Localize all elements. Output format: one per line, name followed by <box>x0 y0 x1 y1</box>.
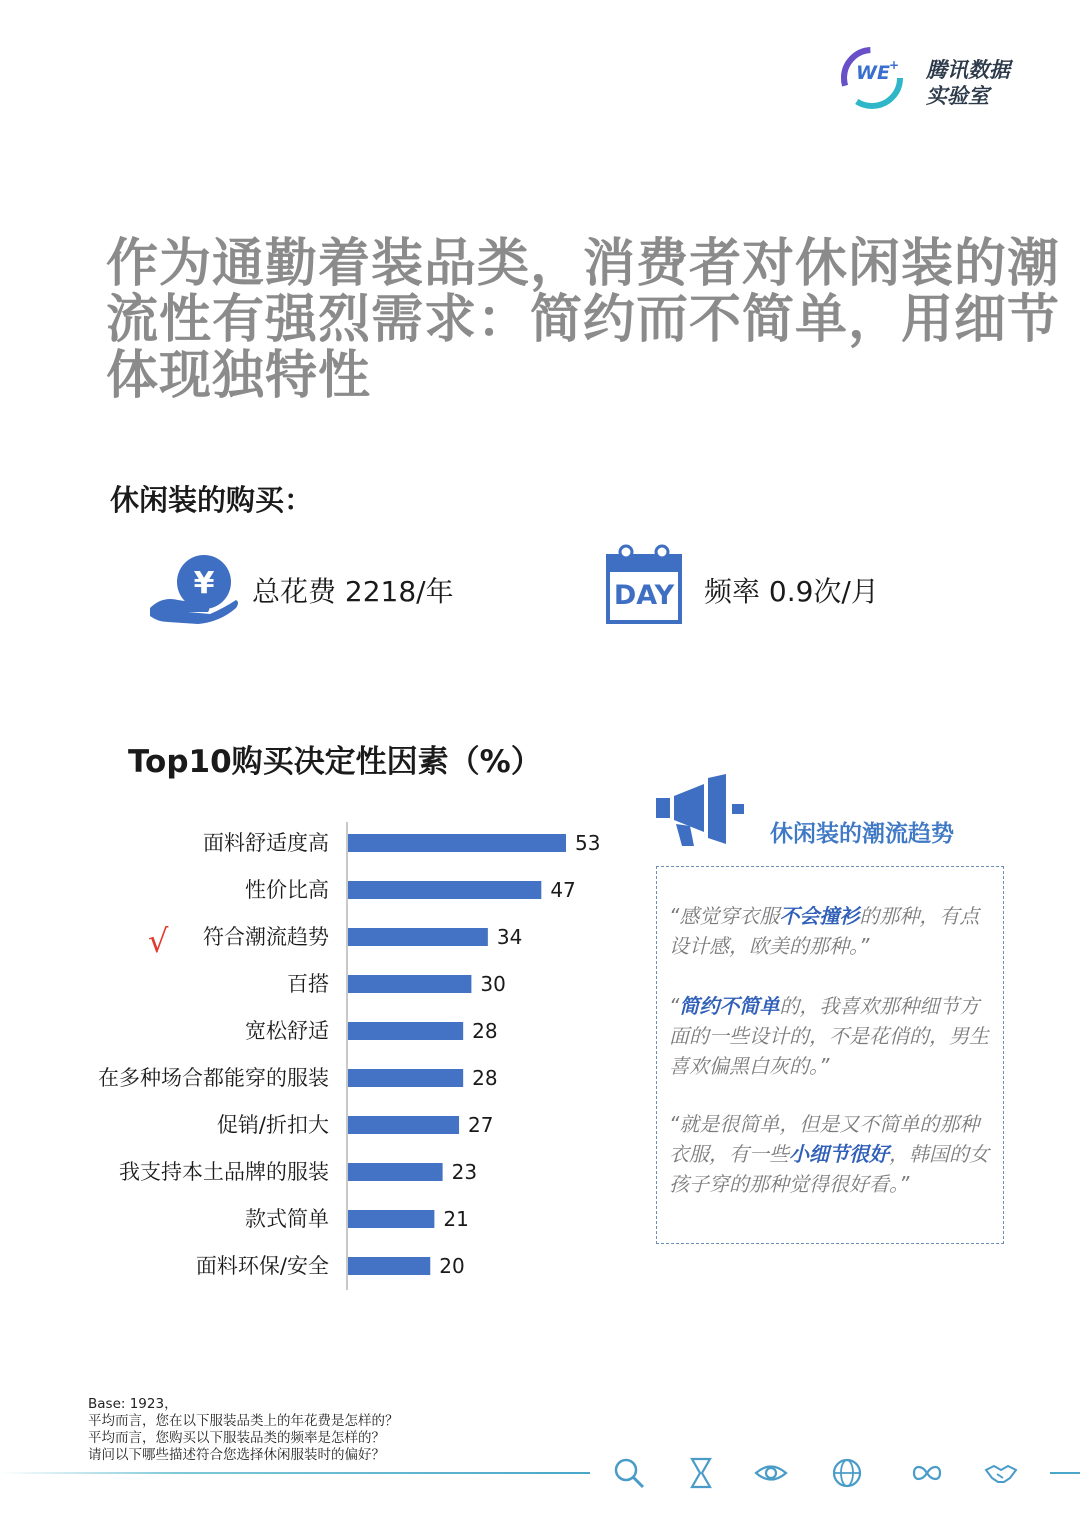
category-label: 符合潮流趋势 <box>203 925 329 949</box>
page-title <box>106 234 1061 406</box>
title-line-2: 流性有强烈需求：简约而不简单，用细节 <box>106 290 1061 350</box>
infinity-icon <box>910 1456 944 1490</box>
footer-question-2: 平均而言，您购买以下服装品类的频率是怎样的？ <box>88 1430 385 1446</box>
footer-divider <box>0 1472 590 1474</box>
search-icon <box>612 1456 646 1490</box>
bar <box>348 834 566 852</box>
highlight-check-marker: √ <box>148 922 169 960</box>
annual-spend-stat: 总花费 2218/年 <box>252 575 454 608</box>
svg-text:¥: ¥ <box>193 566 215 601</box>
quote-3: “就是很简单，但是又不简单的那种衣服，有一些小细节很好，韩国的女孩子穿的那种觉得很好看。” <box>669 1112 989 1196</box>
category-label: 宽松舒适 <box>245 1019 329 1043</box>
section-title: 休闲装的购买： <box>110 483 314 517</box>
bar <box>348 1116 459 1134</box>
category-label: 性价比高 <box>245 878 329 902</box>
value-label: 20 <box>439 1254 465 1278</box>
category-label: 款式简单 <box>245 1207 329 1231</box>
calendar-day-text: DAY <box>613 580 675 611</box>
footer-notes <box>88 1396 399 1464</box>
value-label: 47 <box>550 878 576 902</box>
bar <box>348 1163 443 1181</box>
category-label: 我支持本土品牌的服装 <box>119 1160 329 1184</box>
value-label: 28 <box>472 1019 498 1043</box>
footer-base: Base: 1923， <box>88 1396 178 1412</box>
value-label: 27 <box>468 1113 494 1137</box>
bar <box>348 1069 463 1087</box>
top10-factors-bar-chart <box>0 818 640 1298</box>
category-label: 百搭 <box>287 972 329 996</box>
quote-1: “感觉穿衣服不会撞衫的那种，有点设计感，欧美的那种。” <box>669 904 980 958</box>
megaphone-icon <box>654 774 750 850</box>
eye-icon <box>754 1456 788 1490</box>
trend-title: 休闲装的潮流趋势 <box>770 821 954 847</box>
bar <box>348 975 471 993</box>
value-label: 30 <box>480 972 506 996</box>
category-label: 在多种场合都能穿的服装 <box>98 1066 329 1090</box>
value-label: 21 <box>443 1207 469 1231</box>
purchase-frequency-stat: 频率 0.9次/月 <box>704 575 879 608</box>
yen-hand-icon <box>148 552 240 626</box>
quote-2: “简约不简单的，我喜欢那种细节方面的一些设计的，不是花俏的，男生喜欢偏黑白灰的。” <box>669 994 989 1078</box>
title-line-3: 体现独特性 <box>106 346 372 406</box>
title-line-1: 作为通勤着装品类，消费者对休闲装的潮 <box>106 234 1061 294</box>
category-label: 面料环保/安全 <box>195 1254 329 1278</box>
footer-divider-right <box>1050 1472 1080 1474</box>
brand-logo <box>838 44 1013 114</box>
trend-quotes-box <box>656 866 1004 1244</box>
footer-question-1: 平均而言，您在以下服装品类上的年花费是怎样的？ <box>88 1413 399 1429</box>
category-label: 面料舒适度高 <box>203 831 329 855</box>
category-label: 促销/折扣大 <box>216 1113 329 1137</box>
globe-icon <box>830 1456 864 1490</box>
logo-mark-sup: + <box>889 58 900 72</box>
bar <box>348 1257 430 1275</box>
value-label: 28 <box>472 1066 498 1090</box>
chart-title: Top10购买决定性因素（%） <box>128 744 542 780</box>
value-label: 53 <box>575 831 601 855</box>
bar <box>348 881 541 899</box>
bar <box>348 928 488 946</box>
hourglass-icon <box>684 1456 718 1490</box>
footer-question-3: 请问以下哪些描述符合您选择休闲服装时的偏好？ <box>88 1447 385 1463</box>
bar <box>348 1210 434 1228</box>
logo-mark: WE <box>856 62 890 84</box>
bar <box>348 1022 463 1040</box>
logo-line-1: 腾讯数据 <box>926 58 1010 82</box>
handshake-icon <box>984 1456 1018 1490</box>
logo-line-2: 实验室 <box>926 84 989 108</box>
value-label: 23 <box>451 1160 478 1184</box>
value-label: 34 <box>496 925 523 949</box>
calendar-day-icon <box>606 544 682 624</box>
